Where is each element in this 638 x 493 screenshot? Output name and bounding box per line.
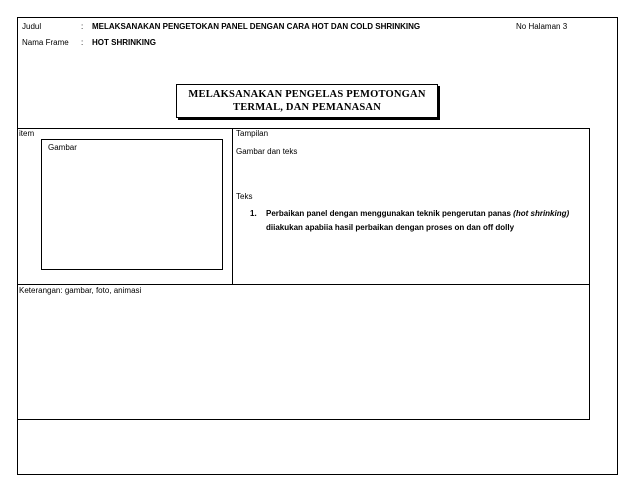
frame-name-label: Nama Frame bbox=[22, 38, 69, 47]
judul-label: Judul bbox=[22, 22, 42, 31]
tampilan-value: Gambar dan teks bbox=[236, 147, 298, 156]
judul-colon: : bbox=[81, 22, 84, 31]
teks-label: Teks bbox=[236, 192, 253, 201]
image-placeholder bbox=[41, 139, 223, 270]
item-label: item bbox=[19, 129, 35, 138]
gambar-label: Gambar bbox=[48, 143, 77, 152]
frame-name-value: HOT SHRINKING bbox=[92, 38, 156, 47]
section-title-line1: MELAKSANAKAN PENGELAS PEMOTONGAN bbox=[188, 89, 426, 100]
list-item-text-end: diiakukan apabiia hasil perbaikan dengan proses on dan off dolly bbox=[266, 223, 515, 232]
row-divider bbox=[17, 284, 590, 285]
judul-value: MELAKSANAKAN PENGETOKAN PANEL DENGAN CARA HOT DAN COLD SHRINKING bbox=[92, 22, 421, 31]
tampilan-label: Tampilan bbox=[236, 129, 269, 138]
column-divider bbox=[232, 128, 233, 285]
list-item bbox=[250, 207, 575, 235]
list-item-text-italic: (hot shrinking) bbox=[513, 209, 570, 218]
list-item-number: 1. bbox=[250, 209, 257, 218]
section-title-line2: TERMAL, DAN PEMANASAN bbox=[233, 102, 381, 113]
page-number: No Halaman 3 bbox=[516, 22, 568, 31]
keterangan-text: Keterangan: gambar, foto, animasi bbox=[19, 286, 142, 295]
list-item-text-start: Perbaikan panel dengan menggunakan teknik pengerutan panas bbox=[266, 209, 514, 218]
section-title-box bbox=[176, 84, 438, 118]
list-item-text bbox=[266, 207, 575, 235]
frame-name-colon: : bbox=[81, 38, 84, 47]
